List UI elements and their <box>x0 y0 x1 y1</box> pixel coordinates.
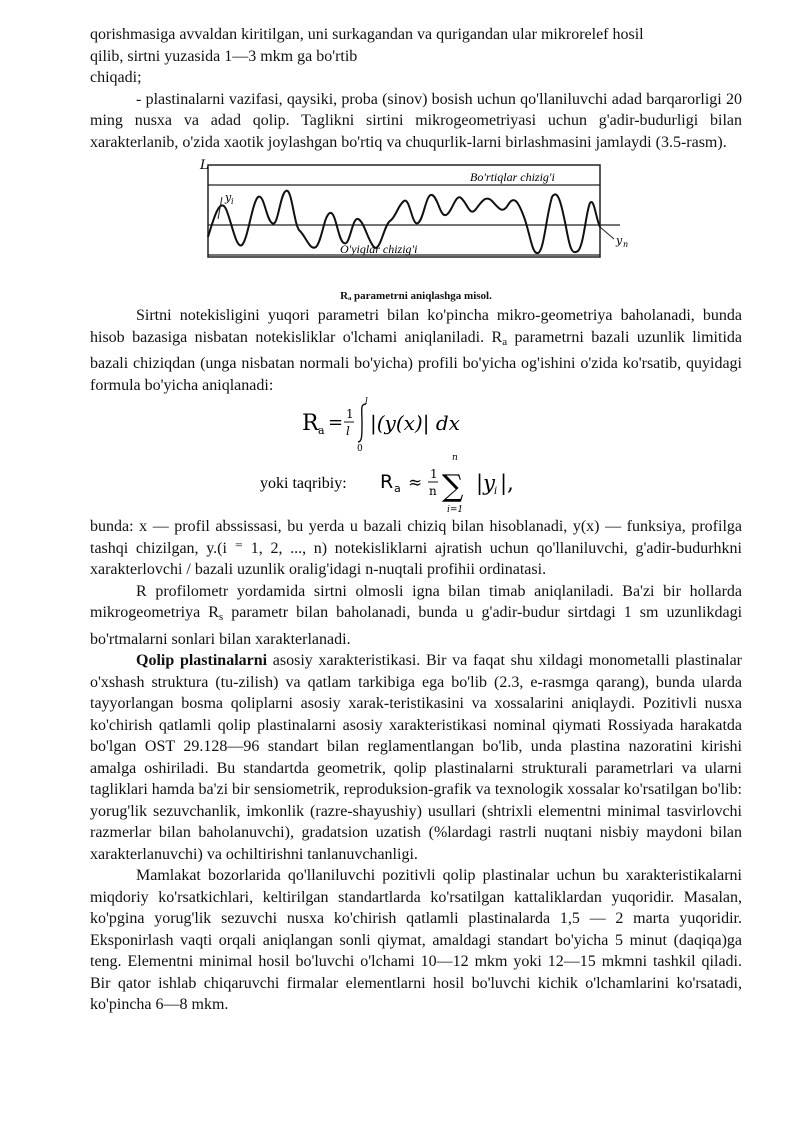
label-L: L <box>200 158 209 173</box>
formula-ra-sum-svg <box>90 452 742 516</box>
label-y1-sub: i <box>231 197 234 206</box>
label-peaks: Bo'rtiqlar chizig'i <box>470 170 555 184</box>
f2-sum: ∑ <box>442 469 464 504</box>
document-page <box>90 24 742 1016</box>
paragraph-qolip-plastinalar: Qolip plastinalarni asosiy xarakteristikasi. Bir va faqat shu xildagi monometalli plastinalar o'xshash struktura (tu-zilish) va qatlam tarkibiga ega bo'lib (2.3, e-rasmga qarang), bunda ularda tayyorlangan bosma qoliplarni asosiy xarak-teristikasini va xossalarini aniqlaydi. Pozitivli nusxa ko'chirish qatlamli qolip plastinalarni asosiy xarakteristikasi nominal qiymati Rossiyada harakatda bo'lgan OST 29.128—96 standart bilan reglamentlangan bo'lib, unda plastina nazoratini kirishi amalga oshiriladi. Bu standartda geometrik, qolip plastinalarni strukturali parametrlari va ularni tagliklari hamda ba'zi bir sensiometrik, reproduksion-grafik va texnologik xossalar ko'rsatilgan bo'lib: yorug'lik sezuvchanlik, imkonlik (razre-shayushiy) usullari (shtrixli elementni minimal tasvirlovchi razmerlar bilan baholanuvchi), gradatsion uzatish (%lardagi rastrli nuqtani nisbiy maydoni bilan xarakterlanuvchi) va ochiltirishni tanlanuvchanligi. <box>90 652 742 863</box>
paragraph-notekislik: Sirtni notekisligini yuqori parametri bilan ko'pincha mikro-geometriya baholanadi, bunda hisob bazasiga nisbatan notekisliklar o'lchami aniqlaniladi. $R_a$ parametrni bazali uzunlik limitida bazali chiziqdan (unga nisbatan normali bo'yicha) profili bo'yicha og'ishini o'zida ko'rsatib, quyidagi formula bo'yicha aniqlanadi: <box>90 307 742 394</box>
paragraph-plastina-vazifasi: - plastinalarni vazifasi, qaysiki, proba (sinov) bosish uchun qo'llaniluvchi adad barqarorligi 20 ming nusxa va adad qolip. Taglikni sirtini mikrogeometriyasi uchun g'adir-budurligi bilan xarakterlanib, o'zida xaotik joylashgan bo'rtiq va chuqurlik-larni birlashmasini jamlaydi (3.5-rasm). <box>90 90 742 151</box>
f2-lhs: R <box>380 471 394 493</box>
paragraph-line: qilib, sirtni yuzasida 1—3 mkm ga bo'rtib <box>90 47 358 65</box>
f2-lhs-sub: a <box>394 482 401 495</box>
f2-body: |y <box>476 471 495 495</box>
paragraph-bunda: bunda: x — profil abssissasi, bu yerda u bazali chiziq bilan hisoblanadi, y(x) — funksiya, profilga tashqi chizilgan, y.(i ⁼ 1, 2, ..., n) notekisliklarni ajratish uchun qo'llaniluvchi, g'adir-budurhkni xarakterlovchi / bazali uzunlik oralig'idagi n-nuqtali profihii ordinatasi. <box>90 518 742 578</box>
f1-lower: 0 <box>357 444 363 452</box>
label-y1: y <box>225 191 232 204</box>
f2-frac-num: 1 <box>430 467 438 481</box>
paragraph-line: qorishmasiga avvaldan kiritilgan, uni surkagandan va qurigandan ular mikrorelef hosil <box>90 26 644 43</box>
f1-upper: l <box>365 397 368 407</box>
label-yn-sub: n <box>623 240 629 249</box>
f1-lhs-sub: a <box>318 424 325 437</box>
f1-lhs: R <box>302 411 319 436</box>
f2-prefix: yoki taqribiy: <box>260 475 347 492</box>
f2-frac-den: n <box>429 484 437 498</box>
f1-frac-den: l <box>346 424 350 438</box>
f2-upper: n <box>452 453 458 463</box>
f2-body-sub: i <box>494 486 498 497</box>
formula-ra-sum <box>90 452 742 516</box>
paragraph-mamlakat-bozorlarida: Mamlakat bozorlarida qo'llaniluvchi pozitivli qolip plastinalar uchun bu xarakteristikalarni miqdoriy ko'rsatkichlari, keltirilgan standartlarda ko'rsatilgan kattaliklardan yuqoridir. Masalan, ko'pgina yorug'lik sezuvchi nusxa ko'chirish qatlamli plastinalarda 1,5 — 2 marta yuqoridir. Eksponirlash vaqti orqali aniqlangan sonli qiymat, amaldagi standart bo'yicha 5 minut (daqiqa)ga teng. Elementni minimal hosil bo'luvchi o'lchami 10—12 mkm yoki 12—15 mkmni tashkil qiladi. Bir qator ishlab chiqaruvchi firmalar elementlarni hosil bo'luvchi kichik o'lchamlarini ko'rsatadi, ko'pincha 6—8 mkm. <box>90 867 742 1013</box>
formula-ra-integral-svg <box>90 396 742 452</box>
f2-approx: ≈ <box>408 473 423 493</box>
formula-ra-integral <box>90 396 742 452</box>
f1-body: |(y(x)| dx <box>370 411 460 435</box>
figure-caption: Rₐ parametrni aniqlashga misol. <box>340 290 492 302</box>
label-valleys: O'yiqlar chizig'i <box>340 242 418 256</box>
roughness-profile-diagram <box>90 157 742 287</box>
paragraph-line: chiqadi; <box>90 69 142 86</box>
paragraph-profilometr: R profilometr yordamida sirtni olmosli igna bilan timab aniqlaniladi. Ba'zi bir hollarda mikrogeometriya $R_s$ parametr bilan baholanadi, bunda u g'adir-budur sirtdagi 1 sm uzunlikdagi bo'rtmalarni sonlari bilan xarakterlanadi. <box>90 582 743 648</box>
f1-eq: = <box>328 412 344 433</box>
f2-lower: i=1 <box>447 505 464 515</box>
yn-leader <box>600 227 614 239</box>
f2-body-end: |, <box>500 471 514 495</box>
roughness-profile-figure <box>90 157 742 287</box>
f1-frac-num: 1 <box>346 407 354 421</box>
label-yn: y <box>616 234 623 247</box>
integral-sign <box>358 404 366 442</box>
